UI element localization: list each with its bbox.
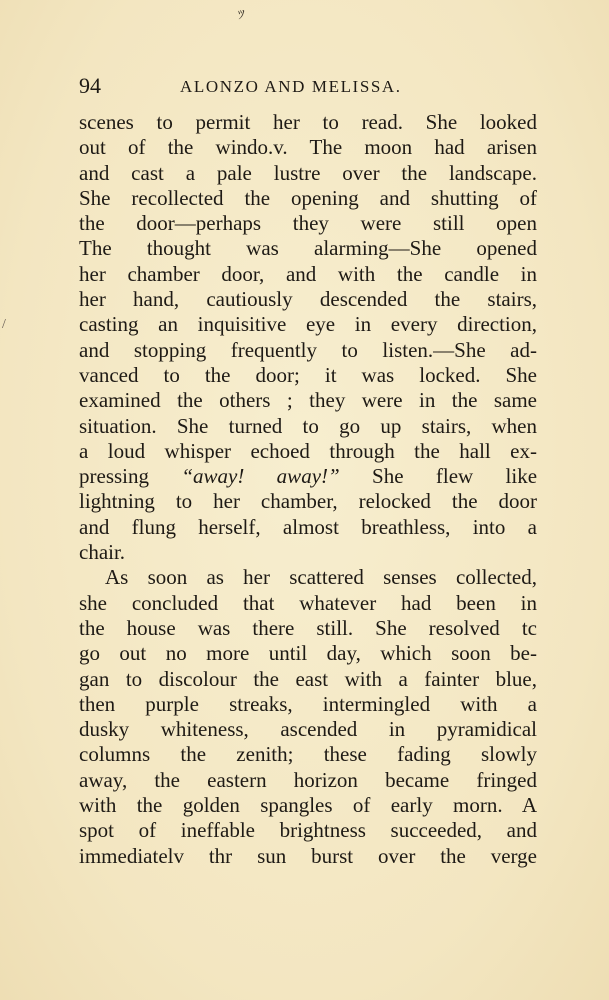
text-line: lightning to her chamber, relocked the door [79, 489, 537, 514]
text-line: vanced to the door; it was locked. She [79, 362, 537, 387]
text-line: with the golden spangles of early morn. A [79, 793, 537, 818]
text-segment: She flew like [372, 464, 538, 489]
text-line: away, the eastern horizon became fringed [79, 767, 537, 792]
printer-mark: ﾂ [238, 7, 245, 22]
text-line: she concluded that whatever had been in [79, 590, 537, 615]
page-number: 94 [79, 73, 101, 98]
text-segment: pressing [79, 464, 149, 489]
text-line: and flung herself, almost breathless, into a [79, 514, 537, 539]
text-line: her chamber door, and with the candle in [79, 261, 537, 286]
text-line: out of the windo.v. The moon had arisen [79, 135, 537, 160]
text-line: examined the others ; they were in the same [79, 388, 537, 413]
running-head: ALONZO AND MELISSA. [180, 77, 402, 96]
text-line: go out no more until day, which soon be- [79, 641, 537, 666]
text-line: situation. She turned to go up stairs, when [79, 413, 537, 438]
text-line: and cast a pale lustre over the landscape. [79, 160, 537, 185]
text-line: and stopping frequently to listen.—She ad- [79, 337, 537, 362]
paragraph-start-line: As soon as her scattered senses collected, [105, 565, 537, 590]
text-line-mixed [79, 464, 537, 489]
text-line: casting an inquisitive eye in every direction, [79, 312, 537, 337]
page-header [79, 74, 535, 98]
paragraph-end-line: chair. [79, 540, 126, 565]
text-line: She recollected the opening and shutting of [79, 185, 537, 210]
text-line: her hand, cautiously descended the stairs, [79, 287, 537, 312]
text-line: spot of ineffable brightness succeeded, and [79, 818, 537, 843]
italic-exclamation: “away! away!” [181, 464, 340, 489]
text-line: The thought was alarming—She opened [79, 236, 537, 261]
text-line: the door—perhaps they were still open [79, 211, 537, 236]
text-line: gan to discolour the east with a fainter blue, [79, 666, 537, 691]
text-line: columns the zenith; these fading slowly [79, 742, 537, 767]
text-line: scenes to permit her to read. She looked [79, 110, 537, 134]
text-line: a loud whisper echoed through the hall ex- [79, 438, 537, 463]
text-line: then purple streaks, intermingled with a [79, 691, 537, 716]
margin-mark: / [2, 317, 6, 332]
text-line: immediatelv thr sun burst over the verge [79, 843, 537, 868]
text-line: dusky whiteness, ascended in pyramidical [79, 717, 537, 742]
text-line: the house was there still. She resolved tc [79, 615, 537, 640]
body-text [79, 110, 537, 869]
